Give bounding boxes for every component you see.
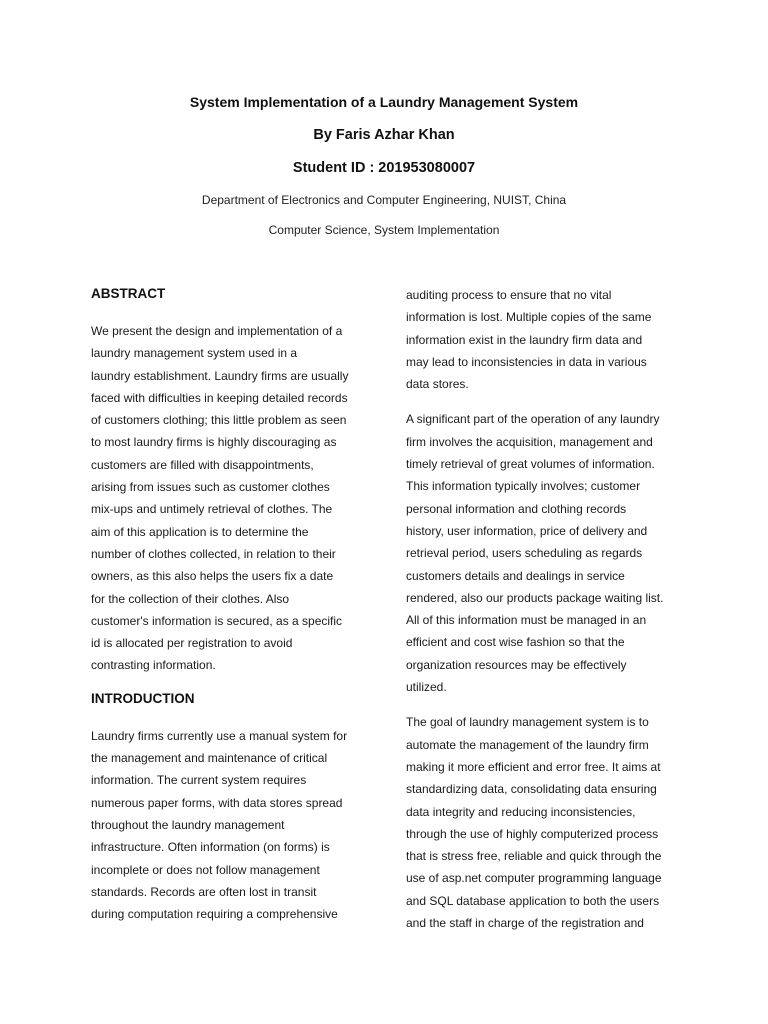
abstract-heading: ABSTRACT [91, 286, 166, 301]
text-line: that is stress free, reliable and quick through the [406, 849, 662, 864]
text-line: making it more efficient and error free. It aims at [406, 759, 661, 774]
text-line: organization resources may be effectively [406, 657, 627, 672]
right-column [406, 284, 682, 934]
text-line: utilized. [406, 680, 447, 695]
text-line: infrastructure. Often information (on forms) is [91, 840, 330, 855]
text-line: rendered, also our products package waiting list. [406, 590, 664, 605]
text-line: information is lost. Multiple copies of the same [406, 310, 652, 325]
text-line: contrasting information. [91, 658, 216, 673]
text-line: for the collection of their clothes. Also [91, 591, 290, 606]
text-line: laundry establishment. Laundry firms are usually [91, 368, 349, 383]
text-line: standardizing data, consolidating data ensuring [406, 782, 657, 797]
text-line: This information typically involves; customer [406, 479, 641, 494]
operation-paragraph [406, 408, 682, 698]
text-line: through the use of highly computerized process [406, 826, 659, 841]
abstract-paragraph [91, 320, 367, 677]
text-line: arising from issues such as customer clothes [91, 480, 330, 495]
text-line: The goal of laundry management system is to [406, 715, 649, 730]
introduction-heading: INTRODUCTION [91, 690, 195, 706]
text-line: and SQL database application to both the users [406, 893, 660, 908]
student-id: Student ID : 201953080007 [292, 160, 476, 176]
text-line: A significant part of the operation of any laundry [406, 412, 660, 427]
text-line: incomplete or does not follow management [91, 862, 320, 877]
author-line: By Faris Azhar Khan [313, 127, 455, 143]
text-line: information exist in the laundry firm data and [406, 332, 643, 347]
text-line: firm involves the acquisition, management and [406, 434, 653, 449]
text-line: owners, as this also helps the users fix a date [91, 569, 334, 584]
text-line: personal information and clothing records [406, 501, 627, 516]
text-line: data integrity and reducing inconsistencies, [406, 804, 636, 819]
text-line: may lead to inconsistencies in data in various [406, 354, 647, 369]
text-line: standards. Records are often lost in transit [91, 884, 317, 899]
text-line: and the staff in charge of the registration and [406, 916, 644, 931]
text-line: timely retrieval of great volumes of information. [406, 457, 655, 472]
text-line: aim of this application is to determine the [91, 524, 309, 539]
paper-title: System Implementation of a Laundry Management System [189, 94, 579, 110]
text-line: numerous paper forms, with data stores spread [91, 795, 343, 810]
auditing-paragraph [406, 284, 682, 395]
text-line: We present the design and implementation of a [91, 324, 343, 338]
text-line: Laundry firms currently use a manual system for [91, 728, 348, 743]
text-line: of customers clothing; this little problem as seen [91, 413, 347, 428]
text-line: number of clothes collected, in relation to their [91, 546, 336, 561]
goal-paragraph [406, 711, 682, 934]
text-line: customers details and dealings in service [406, 568, 625, 583]
text-line: mix-ups and untimely retrieval of clothes. The [91, 502, 333, 517]
subject-keywords: Computer Science, System Implementation [268, 223, 500, 237]
text-line: All of this information must be managed in an [406, 613, 647, 628]
text-line: to most laundry firms is highly discouraging as [91, 435, 337, 450]
text-line: laundry management system used in a [91, 346, 298, 361]
introduction-paragraph [91, 725, 367, 926]
text-line: use of asp.net computer programming language [406, 871, 662, 886]
text-line: auditing process to ensure that no vital [406, 288, 612, 302]
text-line: customers are filled with disappointments, [91, 457, 314, 472]
text-line: throughout the laundry management [91, 817, 285, 832]
text-line: customer's information is secured, as a specific [91, 613, 343, 628]
text-line: faced with difficulties in keeping detailed records [91, 390, 348, 405]
text-line: id is allocated per registration to avoid [91, 636, 293, 651]
text-line: the management and maintenance of critical [91, 751, 328, 766]
text-line: during computation requiring a comprehensive [91, 907, 338, 922]
left-column [91, 284, 367, 925]
text-line: automate the management of the laundry firm [406, 737, 649, 752]
text-line: information. The current system requires [91, 773, 307, 788]
text-line: history, user information, price of delivery and [406, 523, 648, 538]
department-affiliation: Department of Electronics and Computer Engineering, NUIST, China [201, 193, 567, 207]
text-line: data stores. [406, 377, 469, 392]
text-line: retrieval period, users scheduling as regards [406, 546, 643, 561]
text-line: efficient and cost wise fashion so that the [406, 635, 625, 650]
